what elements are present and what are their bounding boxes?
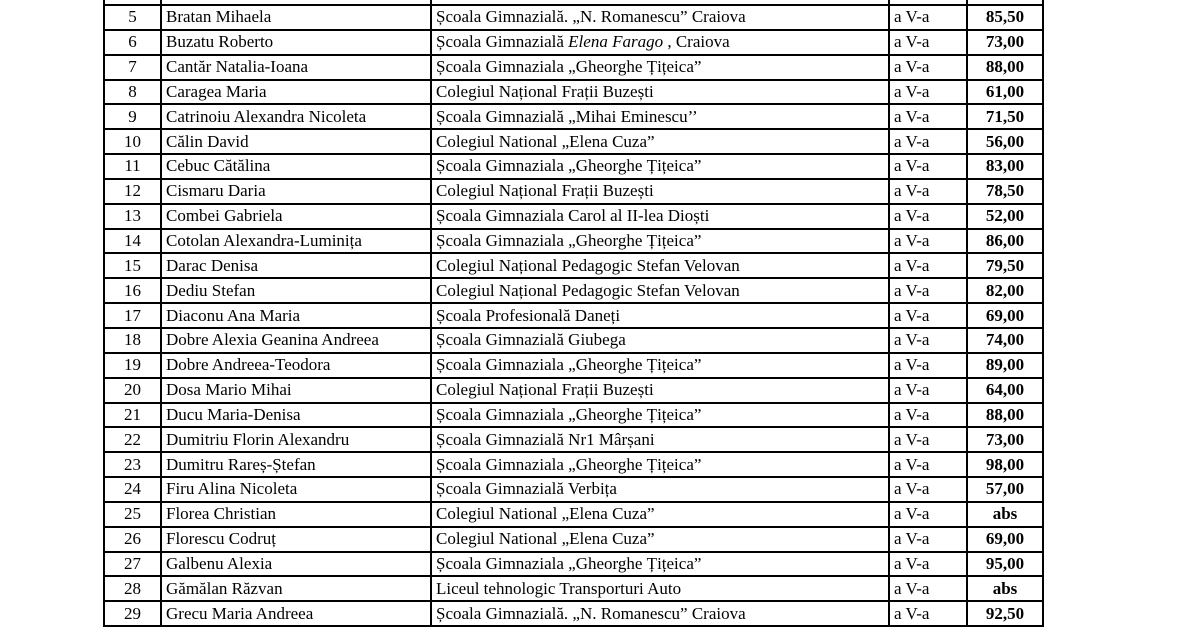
row-number: 10 xyxy=(104,129,161,154)
student-name: Cantăr Natalia-Ioana xyxy=(161,55,431,80)
row-number: 27 xyxy=(104,552,161,577)
class-level: a V-a xyxy=(889,104,967,129)
class-level: a V-a xyxy=(889,55,967,80)
student-name: Cismaru Daria xyxy=(161,179,431,204)
student-name: Ducu Maria-Denisa xyxy=(161,403,431,428)
score-value: 85,50 xyxy=(967,5,1043,30)
student-name: Florea Christian xyxy=(161,502,431,527)
student-name: Combei Gabriela xyxy=(161,204,431,229)
class-level: a V-a xyxy=(889,552,967,577)
school-name: Colegiul National „Elena Cuza” xyxy=(431,527,889,552)
school-name: Școala Gimnazială Giubega xyxy=(431,328,889,353)
row-number: 23 xyxy=(104,452,161,477)
row-number: 24 xyxy=(104,477,161,502)
student-name: Dobre Andreea-Teodora xyxy=(161,353,431,378)
school-name: Colegiul Național Pedagogic Stefan Velovan xyxy=(431,278,889,303)
school-name: Școala Gimnaziala „Gheorghe Țițeica” xyxy=(431,353,889,378)
school-name-part: Elena Farago xyxy=(568,32,664,52)
score-value: 83,00 xyxy=(967,154,1043,179)
class-level: a V-a xyxy=(889,179,967,204)
student-name: Dumitru Rareș-Ștefan xyxy=(161,452,431,477)
row-number: 26 xyxy=(104,527,161,552)
student-name: Gămălan Răzvan xyxy=(161,576,431,601)
student-name: Dobre Alexia Geanina Andreea xyxy=(161,328,431,353)
class-level: a V-a xyxy=(889,601,967,626)
score-value: 74,00 xyxy=(967,328,1043,353)
school-name: Școala Gimnazială Verbița xyxy=(431,477,889,502)
student-name: Galbenu Alexia xyxy=(161,552,431,577)
school-name: Liceul tehnologic Transporturi Auto xyxy=(431,576,889,601)
class-level: a V-a xyxy=(889,154,967,179)
score-value: 73,00 xyxy=(967,30,1043,55)
score-value: abs xyxy=(967,576,1043,601)
score-value: 86,00 xyxy=(967,229,1043,254)
score-value: 78,50 xyxy=(967,179,1043,204)
results-table xyxy=(103,0,1044,627)
student-name: Dediu Stefan xyxy=(161,278,431,303)
student-name: Cotolan Alexandra-Luminița xyxy=(161,229,431,254)
row-number: 7 xyxy=(104,55,161,80)
school-name: Colegiul Național Frații Buzești xyxy=(431,80,889,105)
row-number: 18 xyxy=(104,328,161,353)
score-value: 64,00 xyxy=(967,378,1043,403)
score-value: 52,00 xyxy=(967,204,1043,229)
table-row xyxy=(104,527,1043,552)
student-name: Dosa Mario Mihai xyxy=(161,378,431,403)
score-value: 92,50 xyxy=(967,601,1043,626)
score-value: 98,00 xyxy=(967,452,1043,477)
table-row xyxy=(104,328,1043,353)
table-row xyxy=(104,552,1043,577)
student-name: Caragea Maria xyxy=(161,80,431,105)
table-row xyxy=(104,303,1043,328)
school-name: Școala Gimnazială. „N. Romanescu” Craiova xyxy=(431,5,889,30)
score-value: 57,00 xyxy=(967,477,1043,502)
class-level: a V-a xyxy=(889,5,967,30)
class-level: a V-a xyxy=(889,452,967,477)
table-row xyxy=(104,104,1043,129)
class-level: a V-a xyxy=(889,477,967,502)
school-name: Școala Gimnaziala „Gheorghe Țițeica” xyxy=(431,229,889,254)
class-level: a V-a xyxy=(889,129,967,154)
score-value: 71,50 xyxy=(967,104,1043,129)
student-name: Bratan Mihaela xyxy=(161,5,431,30)
score-value: 95,00 xyxy=(967,552,1043,577)
row-number: 21 xyxy=(104,403,161,428)
student-name: Firu Alina Nicoleta xyxy=(161,477,431,502)
student-name: Darac Denisa xyxy=(161,253,431,278)
row-number: 13 xyxy=(104,204,161,229)
school-name: Școala Gimnazială. „N. Romanescu” Craiova xyxy=(431,601,889,626)
table-row xyxy=(104,5,1043,30)
results-table-body xyxy=(104,0,1043,626)
row-number: 25 xyxy=(104,502,161,527)
school-name: Școala Gimnaziala Carol al II-lea Dioști xyxy=(431,204,889,229)
score-value: 88,00 xyxy=(967,403,1043,428)
student-name: Catrinoiu Alexandra Nicoleta xyxy=(161,104,431,129)
school-name: Colegiul Național Pedagogic Stefan Velovan xyxy=(431,253,889,278)
row-number: 20 xyxy=(104,378,161,403)
table-row xyxy=(104,80,1043,105)
table-row xyxy=(104,477,1043,502)
table-row xyxy=(104,378,1043,403)
class-level: a V-a xyxy=(889,378,967,403)
row-number: 16 xyxy=(104,278,161,303)
table-row xyxy=(104,154,1043,179)
table-row xyxy=(104,502,1043,527)
school-name-part: , Craiova xyxy=(663,32,730,52)
score-value: 88,00 xyxy=(967,55,1043,80)
score-value: 89,00 xyxy=(967,353,1043,378)
table-row xyxy=(104,278,1043,303)
class-level: a V-a xyxy=(889,80,967,105)
score-value: 61,00 xyxy=(967,80,1043,105)
school-name: Colegiul National „Elena Cuza” xyxy=(431,502,889,527)
class-level: a V-a xyxy=(889,204,967,229)
row-number: 15 xyxy=(104,253,161,278)
score-value: 82,00 xyxy=(967,278,1043,303)
table-row xyxy=(104,229,1043,254)
school-name xyxy=(431,30,889,55)
row-number: 17 xyxy=(104,303,161,328)
table-row xyxy=(104,601,1043,626)
row-number: 29 xyxy=(104,601,161,626)
school-name: Colegiul Național Frații Buzești xyxy=(431,179,889,204)
row-number: 5 xyxy=(104,5,161,30)
table-row xyxy=(104,452,1043,477)
school-name: Colegiul National „Elena Cuza” xyxy=(431,129,889,154)
class-level: a V-a xyxy=(889,502,967,527)
table-row xyxy=(104,403,1043,428)
student-name: Dumitriu Florin Alexandru xyxy=(161,427,431,452)
student-name: Călin David xyxy=(161,129,431,154)
school-name: Școala Gimnazială „Mihai Eminescu’’ xyxy=(431,104,889,129)
row-number: 22 xyxy=(104,427,161,452)
class-level: a V-a xyxy=(889,427,967,452)
row-number: 9 xyxy=(104,104,161,129)
table-row xyxy=(104,353,1043,378)
score-value: 69,00 xyxy=(967,527,1043,552)
school-name: Școala Gimnaziala „Gheorghe Țițeica” xyxy=(431,452,889,477)
school-name: Școala Gimnaziala „Gheorghe Țițeica” xyxy=(431,403,889,428)
student-name: Florescu Codruț xyxy=(161,527,431,552)
table-row xyxy=(104,427,1043,452)
school-name: Școala Gimnaziala „Gheorghe Țițeica” xyxy=(431,154,889,179)
student-name: Grecu Maria Andreea xyxy=(161,601,431,626)
class-level: a V-a xyxy=(889,403,967,428)
student-name: Cebuc Cătălina xyxy=(161,154,431,179)
table-row xyxy=(104,179,1043,204)
school-name: Colegiul Național Frații Buzești xyxy=(431,378,889,403)
row-number: 14 xyxy=(104,229,161,254)
row-number: 8 xyxy=(104,80,161,105)
row-number: 12 xyxy=(104,179,161,204)
row-number: 19 xyxy=(104,353,161,378)
score-value: 69,00 xyxy=(967,303,1043,328)
score-value: 73,00 xyxy=(967,427,1043,452)
score-value: abs xyxy=(967,502,1043,527)
class-level: a V-a xyxy=(889,253,967,278)
table-row xyxy=(104,129,1043,154)
class-level: a V-a xyxy=(889,576,967,601)
class-level: a V-a xyxy=(889,353,967,378)
table-row xyxy=(104,253,1043,278)
school-name-part: Școala Gimnazială xyxy=(436,32,569,52)
score-value: 79,50 xyxy=(967,253,1043,278)
class-level: a V-a xyxy=(889,527,967,552)
row-number: 11 xyxy=(104,154,161,179)
table-row xyxy=(104,204,1043,229)
class-level: a V-a xyxy=(889,30,967,55)
table-row xyxy=(104,55,1043,80)
school-name: Școala Profesională Daneți xyxy=(431,303,889,328)
school-name: Școala Gimnaziala „Gheorghe Țițeica” xyxy=(431,552,889,577)
table-row xyxy=(104,576,1043,601)
row-number: 28 xyxy=(104,576,161,601)
student-name: Diaconu Ana Maria xyxy=(161,303,431,328)
class-level: a V-a xyxy=(889,328,967,353)
class-level: a V-a xyxy=(889,229,967,254)
class-level: a V-a xyxy=(889,303,967,328)
row-number: 6 xyxy=(104,30,161,55)
score-value: 56,00 xyxy=(967,129,1043,154)
school-name: Școala Gimnazială Nr1 Mârșani xyxy=(431,427,889,452)
school-name: Școala Gimnaziala „Gheorghe Țițeica” xyxy=(431,55,889,80)
student-name: Buzatu Roberto xyxy=(161,30,431,55)
table-row xyxy=(104,30,1043,55)
class-level: a V-a xyxy=(889,278,967,303)
